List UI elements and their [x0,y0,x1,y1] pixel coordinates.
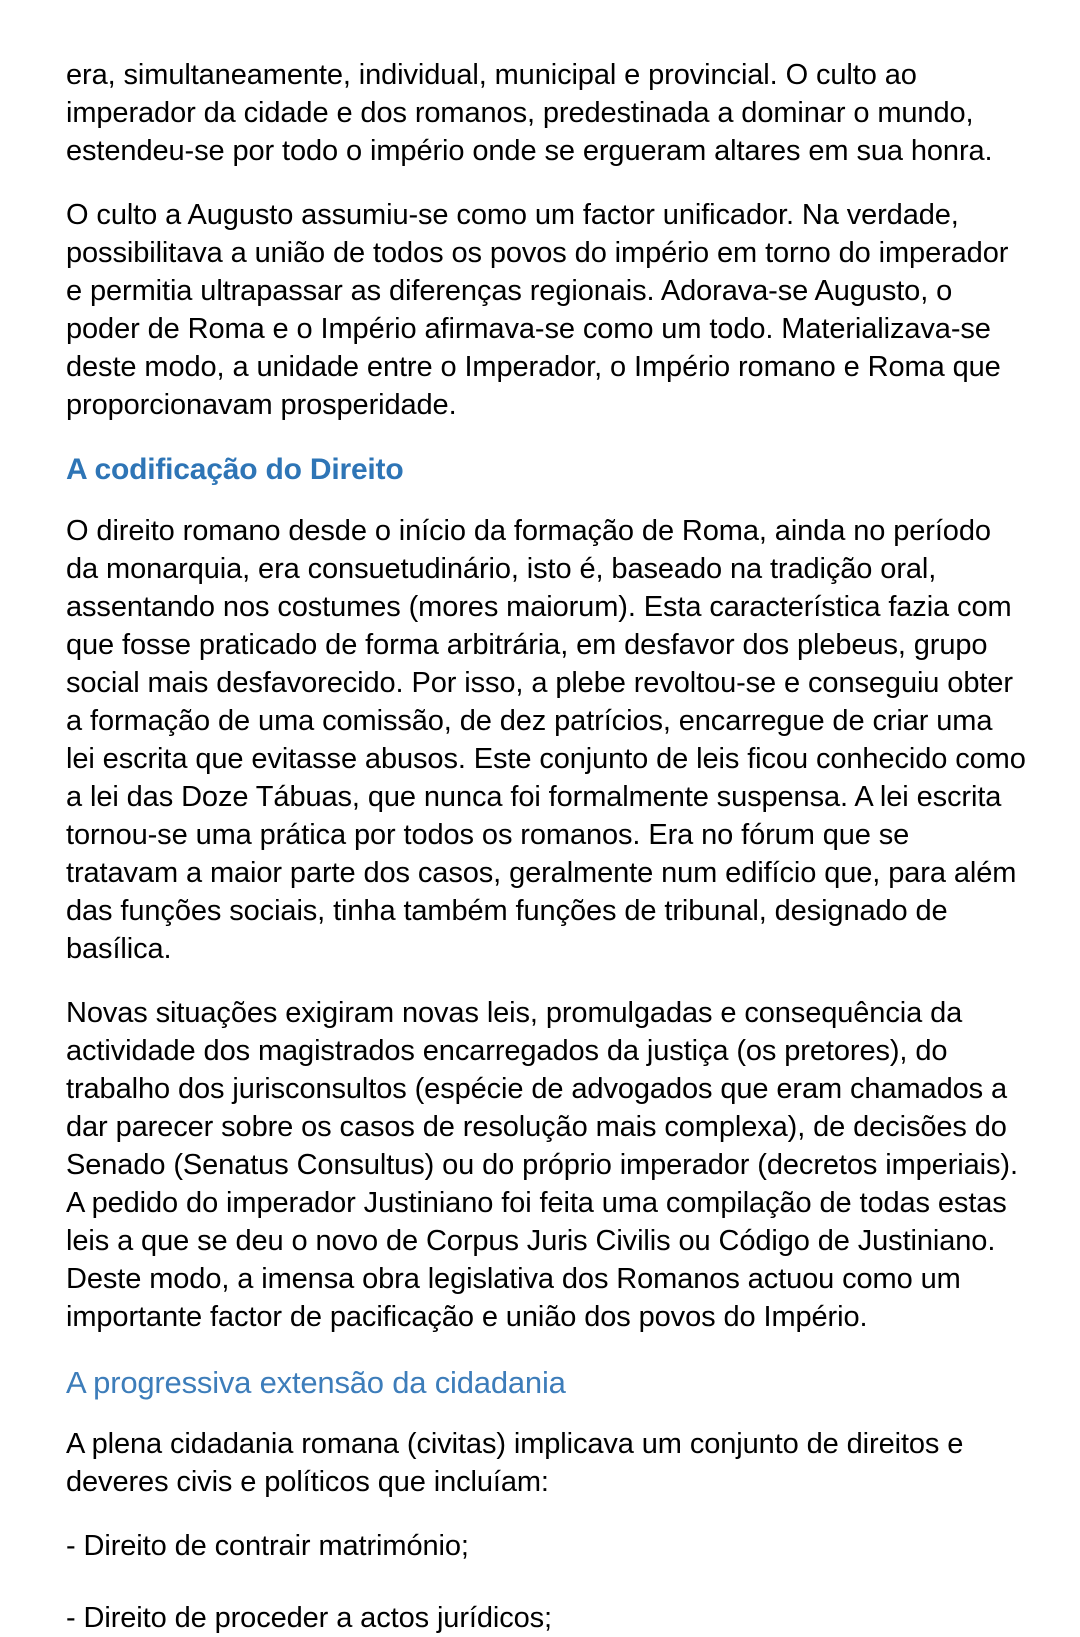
paragraph-culto-imperador: era, simultaneamente, individual, municipal e provincial. O culto ao imperador da cidade e dos romanos, predestinada a dominar o mundo, estendeu-se por todo o império onde se ergueram altares em sua honra. [66,59,993,167]
paragraph-direito-romano: O direito romano desde o início da formação de Roma, ainda no período da monarquia, era consuetudinário, isto é, baseado na tradição oral, assentando nos costumes (mores maiorum). Esta característica fazia com que fosse praticado de forma arbitrária, em desfavor dos plebeus, grupo social mais desfavorecido. Por isso, a plebe revoltou-se e conseguiu obter a formação de uma comissão, de dez patrícios, encarregue de criar uma lei escrita que evitasse abusos. Este conjunto de leis ficou conhecido como a lei das Doze Tábuas, que nunca foi formalmente suspensa. A lei escrita tornou-se uma prática por todos os romanos. Era no fórum que se tratavam a maior parte dos casos, geralmente num edifício que, para além das funções sociais, tinha também funções de tribunal, designado de basílica. [66,515,1026,965]
list-item-matrimonio: - Direito de contrair matrimónio; [66,1530,469,1562]
section-heading-codificacao-direito: A codificação do Direito [66,453,404,486]
paragraph-plena-cidadania: A plena cidadania romana (civitas) implicava um conjunto de direitos e deveres civis e políticos que incluíam: [66,1428,964,1498]
document-body [66,56,1026,1637]
list-item-actos-juridicos: - Direito de proceder a actos jurídicos; [66,1602,552,1634]
paragraph-novas-situacoes: Novas situações exigiram novas leis, promulgadas e consequência da actividade dos magistrados encarregados da justiça (os pretores), do trabalho dos jurisconsultos (espécie de advogados que eram chamados a dar parecer sobre os casos de resolução mais complexa), de decisões do Senado (Senatus Consultus) ou do próprio imperador (decretos imperiais). A pedido do imperador Justiniano foi feita uma compilação de todas estas leis a que se deu o novo de Corpus Juris Civilis ou Código de Justiniano. Deste modo, a imensa obra legislativa dos Romanos actuou como um importante factor de pacificação e união dos povos do Império. [66,997,1018,1333]
section-heading-extensao-cidadania: A progressiva extensão da cidadania [66,1365,566,1400]
paragraph-culto-augusto: O culto a Augusto assumiu-se como um factor unificador. Na verdade, possibilitava a união de todos os povos do império em torno do imperador e permitia ultrapassar as diferenças regionais. Adorava-se Augusto, o poder de Roma e o Império afirmava-se como um todo. Materializava-se deste modo, a unidade entre o Imperador, o Império romano e Roma que proporcionavam prosperidade. [66,199,1009,421]
